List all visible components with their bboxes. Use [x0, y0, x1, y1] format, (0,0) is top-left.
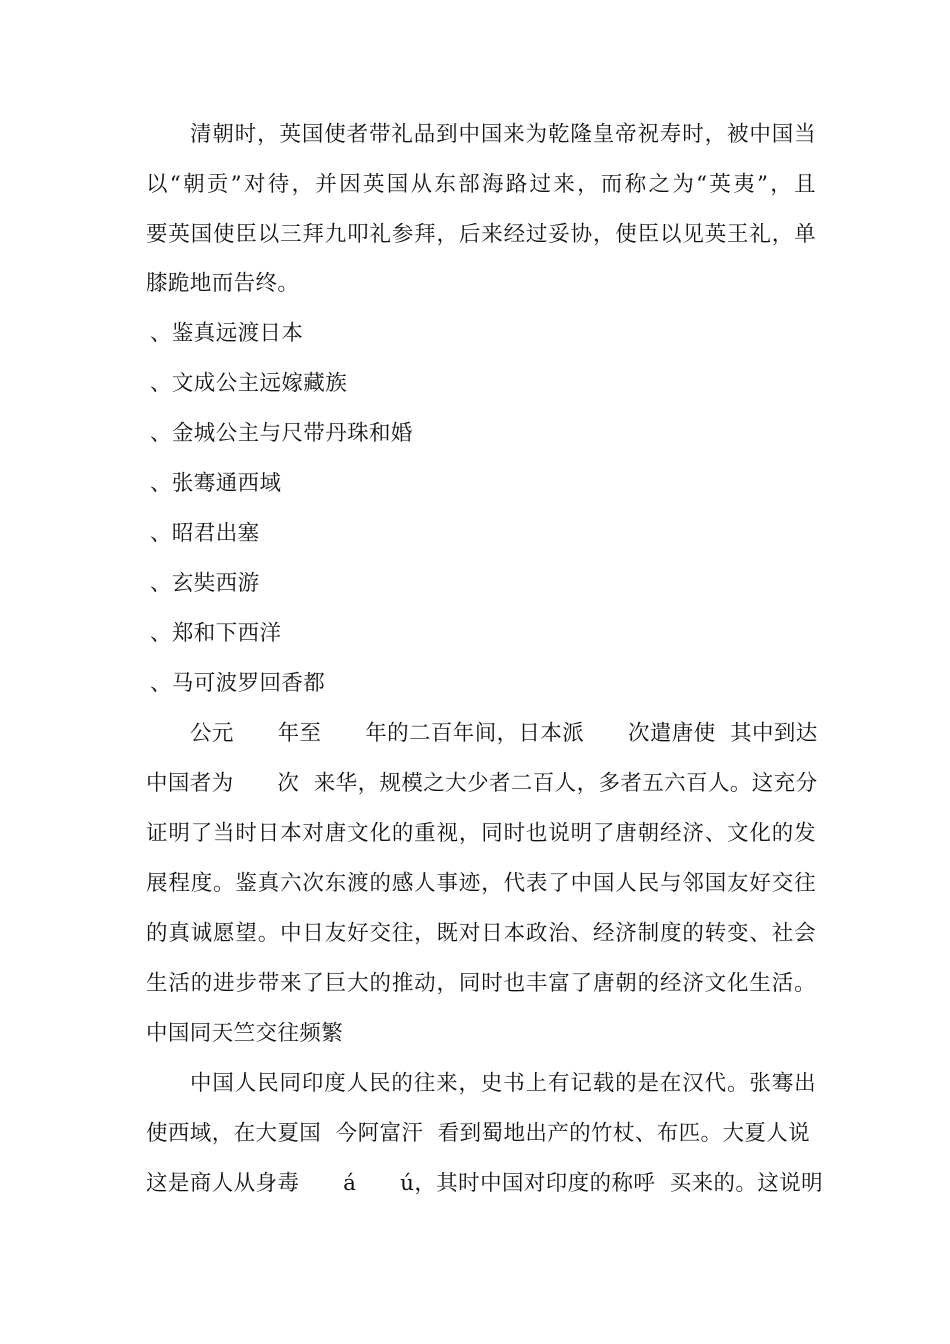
paragraph-line: 中国者为 次 来华，规模之大少者二百人，多者五六百人。这充分 — [146, 771, 818, 796]
paragraph-line: 要英国使臣以三拜九叩礼参拜，后来经过妥协，使臣以见英王礼，单 — [146, 222, 816, 247]
paragraph-line: 生活的进步带来了巨大的推动，同时也丰富了唐朝的经济文化生活。 — [146, 971, 816, 996]
paragraph-line: 清朝时，英国使者带礼品到中国来为乾隆皇帝祝寿时，被中国当 — [190, 122, 816, 147]
paragraph-line: 中国人民同印度人民的往来，史书上有记载的是在汉代。张骞出 — [190, 1071, 816, 1096]
section-heading: 中国同天竺交往频繁 — [146, 1021, 344, 1046]
paragraph-line: 展程度。鉴真六次东渡的感人事迹，代表了中国人民与邻国友好交往 — [146, 871, 816, 896]
list-item: 、鉴真远渡日本 — [150, 321, 304, 346]
paragraph-line: 证明了当时日本对唐文化的重视，同时也说明了唐朝经济、文化的发 — [146, 821, 816, 846]
list-item: 、昭君出塞 — [150, 521, 260, 546]
paragraph-line: 公元 年至 年的二百年间，日本派 次遣唐使 其中到达 — [190, 721, 818, 746]
paragraph-line: 这是商人从身毒 á ú，其时中国对印度的称呼 买来的。这说明 — [146, 1171, 824, 1196]
list-item: 、玄奘西游 — [150, 571, 260, 596]
list-item: 、张骞通西域 — [150, 471, 282, 496]
list-item: 、马可波罗回香都 — [150, 671, 326, 696]
paragraph-line: 膝跪地而告终。 — [146, 271, 300, 296]
paragraph-line: 使西域，在大夏国 今阿富汗 看到蜀地出产的竹杖、布匹。大夏人说 — [146, 1121, 811, 1146]
paragraph-line: 以“朝贡”对待，并因英国从东部海路过来，而称之为“英夷”，且 — [146, 172, 816, 197]
list-item: 、金城公主与尺带丹珠和婚 — [150, 421, 413, 446]
list-item: 、文成公主远嫁藏族 — [150, 371, 348, 396]
list-item: 、郑和下西洋 — [150, 621, 282, 646]
paragraph-line: 的真诚愿望。中日友好交往，既对日本政治、经济制度的转变、社会 — [146, 921, 816, 946]
